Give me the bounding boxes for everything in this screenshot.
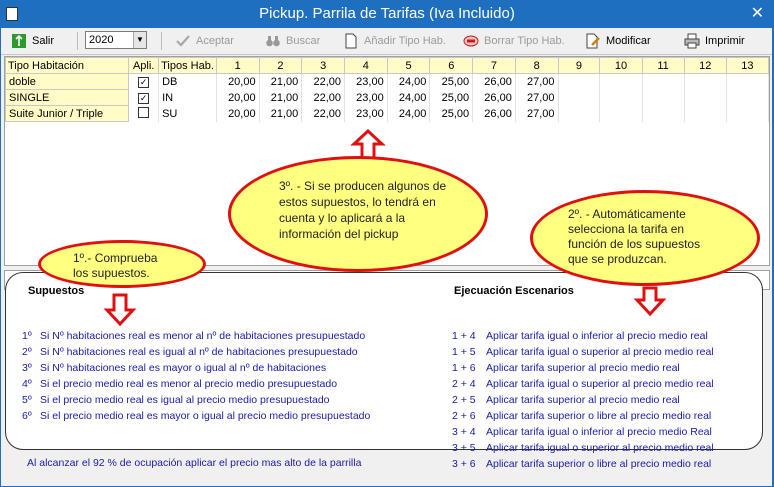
room-type-code[interactable]: SU (159, 106, 217, 122)
column-header: 11 (642, 58, 684, 74)
apply-checkbox[interactable]: ✓ (139, 92, 148, 103)
rate-cell[interactable] (558, 90, 600, 106)
list-item (452, 394, 714, 410)
rate-cell[interactable] (600, 90, 642, 106)
room-type-name[interactable]: doble (6, 74, 129, 90)
separator (161, 32, 162, 50)
list-item-key: 3 + 4 (452, 426, 476, 438)
room-type-name[interactable]: SINGLE (6, 90, 129, 106)
column-header: 1 (216, 58, 259, 74)
column-header: 3 (302, 58, 345, 74)
list-item (22, 362, 370, 378)
list-item-text: Aplicar tarifa superior o libre al precio medio real (486, 458, 712, 470)
salir-label: Salir (32, 35, 55, 47)
bubble-1-line: los supuestos. (73, 266, 150, 280)
rate-cell[interactable]: 23,00 (345, 90, 388, 106)
column-header: 2 (259, 58, 302, 74)
separator (77, 32, 78, 50)
column-header: Tipo Habitación (6, 58, 129, 74)
list-item-text: Aplicar tarifa igual o inferior al precio medio Real (486, 426, 712, 438)
rate-cell[interactable]: 24,00 (387, 106, 430, 122)
room-type-code[interactable]: IN (159, 90, 217, 106)
rate-cell[interactable]: 26,00 (473, 74, 516, 90)
rate-cell[interactable]: 23,00 (345, 74, 388, 90)
list-item-key: 1 + 5 (452, 346, 476, 358)
aceptar-label: Aceptar (196, 35, 234, 47)
list-item (22, 394, 370, 410)
bubble-step-1 (38, 240, 206, 288)
bubble-1-line: 1º.- Comprueba (73, 251, 158, 265)
list-item-key: 1 + 4 (452, 330, 476, 342)
buscar-button[interactable] (265, 31, 320, 51)
column-header: 6 (430, 58, 473, 74)
list-item (22, 330, 370, 346)
rate-cell[interactable]: 27,00 (515, 74, 558, 90)
column-header: 8 (515, 58, 558, 74)
list-item (452, 378, 714, 394)
apply-cell (129, 106, 159, 122)
room-type-code[interactable]: DB (159, 74, 217, 90)
column-header: Apli. (129, 58, 159, 74)
table-row[interactable] (6, 90, 769, 106)
bubble-3-line: cuenta y lo aplicará a la (279, 211, 406, 225)
supuestos-title: Supuestos (28, 285, 85, 297)
anadir-tipo-hab-button[interactable] (343, 31, 446, 51)
rate-cell[interactable]: 26,00 (473, 90, 516, 106)
list-item (452, 362, 714, 378)
list-item (22, 410, 370, 426)
apply-cell (129, 74, 159, 90)
rate-cell[interactable] (642, 90, 684, 106)
year-select[interactable] (85, 31, 147, 49)
new-document-icon (343, 33, 359, 49)
list-item (22, 346, 370, 362)
borrar-tipo-hab-button[interactable] (463, 31, 565, 51)
rate-cell[interactable] (558, 74, 600, 90)
chevron-down-icon[interactable]: ▼ (133, 32, 146, 48)
list-item-key: 2 + 5 (452, 394, 476, 406)
rate-cell[interactable] (558, 106, 600, 122)
list-item-text: Si Nº habitaciones real es igual al nº de habitaciones presupuestado (40, 346, 358, 358)
year-value: 2020 (89, 34, 114, 46)
rate-cell[interactable]: 25,00 (430, 90, 473, 106)
list-item (452, 426, 714, 442)
bubble-2-line: función de los supuestos (568, 237, 701, 251)
list-item-text: Aplicar tarifa igual o superior al precio medio real (486, 442, 714, 454)
list-item (452, 458, 714, 474)
rate-cell[interactable]: 27,00 (515, 90, 558, 106)
list-item (452, 410, 714, 426)
rate-cell[interactable]: 22,00 (302, 90, 345, 106)
ocupacion-note: Al alcanzar el 92 % de ocupación aplicar el precio mas alto de la parrilla (27, 457, 362, 469)
supuestos-list (22, 330, 370, 426)
column-header: 9 (558, 58, 600, 74)
table-row[interactable] (6, 74, 769, 90)
close-button[interactable]: ✕ (750, 5, 764, 22)
rate-cell[interactable]: 21,00 (259, 90, 302, 106)
bubble-step-3 (228, 156, 488, 272)
rate-cell[interactable] (726, 106, 768, 122)
bubble-2-line: selecciona la tarifa en (568, 222, 685, 236)
list-item-text: Si el precio medio real es mayor o igual al precio medio presupuestado (40, 410, 371, 422)
list-item-key: 2 + 6 (452, 410, 476, 422)
bubble-step-2 (530, 190, 760, 286)
rate-cell[interactable]: 23,00 (345, 106, 388, 122)
apply-checkbox[interactable]: ✓ (139, 76, 148, 87)
aceptar-button[interactable] (175, 31, 234, 51)
list-item-text: Aplicar tarifa superior al precio medio real (486, 394, 680, 406)
checkmark-icon (175, 33, 191, 49)
list-item-key: 5º (22, 394, 32, 406)
list-item-key: 2º (22, 346, 32, 358)
modificar-label: Modificar (606, 35, 651, 47)
column-header: 4 (345, 58, 388, 74)
anadir-tipo-hab-label: Añadir Tipo Hab. (364, 35, 446, 47)
list-item-text: Aplicar tarifa superior o libre al precio medio real (486, 410, 712, 422)
list-item (452, 330, 714, 346)
borrar-tipo-hab-label: Borrar Tipo Hab. (484, 35, 565, 47)
rate-cell[interactable]: 26,00 (473, 106, 516, 122)
rate-cell[interactable]: 25,00 (430, 106, 473, 122)
list-item (452, 442, 714, 458)
imprimir-button[interactable] (684, 31, 745, 51)
binoculars-icon (265, 33, 281, 49)
printer-icon (684, 33, 700, 49)
salir-button[interactable] (11, 31, 54, 51)
table-row[interactable] (6, 106, 769, 122)
rate-cell[interactable]: 21,00 (259, 74, 302, 90)
apply-cell (129, 90, 159, 106)
rate-cell[interactable] (684, 106, 726, 122)
list-item-text: Aplicar tarifa igual o superior al precio medio real (486, 346, 714, 358)
bubble-3-line: estos supuestos, lo tendrá en (279, 195, 436, 209)
rate-cell[interactable] (642, 106, 684, 122)
column-header: 7 (473, 58, 516, 74)
rate-cell[interactable]: 22,00 (302, 106, 345, 122)
bubble-3-line: 3º. - Si se producen algunos de (279, 179, 447, 193)
rate-cell[interactable]: 25,00 (430, 74, 473, 90)
list-item-text: Aplicar tarifa igual o superior al precio medio real (486, 378, 714, 390)
list-item-key: 3 + 6 (452, 458, 476, 470)
list-item-text: Si Nº habitaciones real es mayor o igual al nº de habitaciones (40, 362, 327, 374)
rate-cell[interactable] (726, 74, 768, 90)
rate-cell[interactable] (726, 90, 768, 106)
edit-document-icon (585, 33, 601, 49)
rate-cell[interactable] (600, 106, 642, 122)
rate-cell[interactable]: 24,00 (387, 90, 430, 106)
bubble-3-line: información del pickup (279, 227, 399, 241)
rate-cell[interactable] (684, 90, 726, 106)
apply-checkbox[interactable] (138, 107, 149, 118)
list-item-text: Si el precio medio real es menor al precio medio presupuestado (40, 378, 338, 390)
list-item-text: Si Nº habitaciones real es menor al nº de habitaciones presupuestado (40, 330, 366, 342)
rate-cell[interactable]: 20,00 (216, 106, 259, 122)
list-item-key: 3º (22, 362, 32, 374)
rate-cell[interactable]: 20,00 (216, 90, 259, 106)
window-title: Pickup. Parrila de Tarifas (Iva Incluido) (259, 5, 515, 22)
modificar-button[interactable] (585, 31, 651, 51)
list-item-key: 6º (22, 410, 32, 422)
rate-cell[interactable]: 22,00 (302, 74, 345, 90)
imprimir-label: Imprimir (705, 35, 745, 47)
room-type-name[interactable]: Suite Junior / Triple (6, 106, 129, 122)
rate-cell[interactable]: 21,00 (259, 106, 302, 122)
list-item-key: 3 + 5 (452, 442, 476, 454)
title-bar (0, 0, 774, 28)
escenarios-list (452, 330, 714, 474)
bubble-2-line: que se produzcan. (568, 252, 667, 266)
column-header: 10 (600, 58, 642, 74)
list-item (22, 378, 370, 394)
rate-cell[interactable]: 27,00 (515, 106, 558, 122)
list-item-key: 1 + 6 (452, 362, 476, 374)
column-header: 12 (684, 58, 726, 74)
eraser-icon (463, 33, 479, 49)
rate-cell[interactable] (600, 74, 642, 90)
bubble-2-line: 2º. - Automáticamente (568, 207, 686, 221)
list-item-text: Aplicar tarifa igual o inferior al precio medio real (486, 330, 708, 342)
list-item-key: 2 + 4 (452, 378, 476, 390)
list-item (452, 346, 714, 362)
list-item-key: 1º (22, 330, 32, 342)
list-item-text: Aplicar tarifa superior al precio medio real (486, 362, 680, 374)
buscar-label: Buscar (286, 35, 321, 47)
rate-cell[interactable] (684, 74, 726, 90)
rate-cell[interactable]: 24,00 (387, 74, 430, 90)
column-header: Tipos Hab. (159, 58, 217, 74)
toolbar (1, 28, 772, 55)
rate-cell[interactable] (642, 74, 684, 90)
rate-cell[interactable]: 20,00 (216, 74, 259, 90)
tarifas-table (5, 57, 769, 122)
escenarios-title: Ejecuación Escenarios (454, 285, 574, 297)
column-header: 5 (387, 58, 430, 74)
exit-icon (11, 33, 27, 49)
list-item-text: Si el precio medio real es igual al precio medio presupuestado (40, 394, 330, 406)
list-item-key: 4º (22, 378, 32, 390)
column-header: 13 (726, 58, 768, 74)
